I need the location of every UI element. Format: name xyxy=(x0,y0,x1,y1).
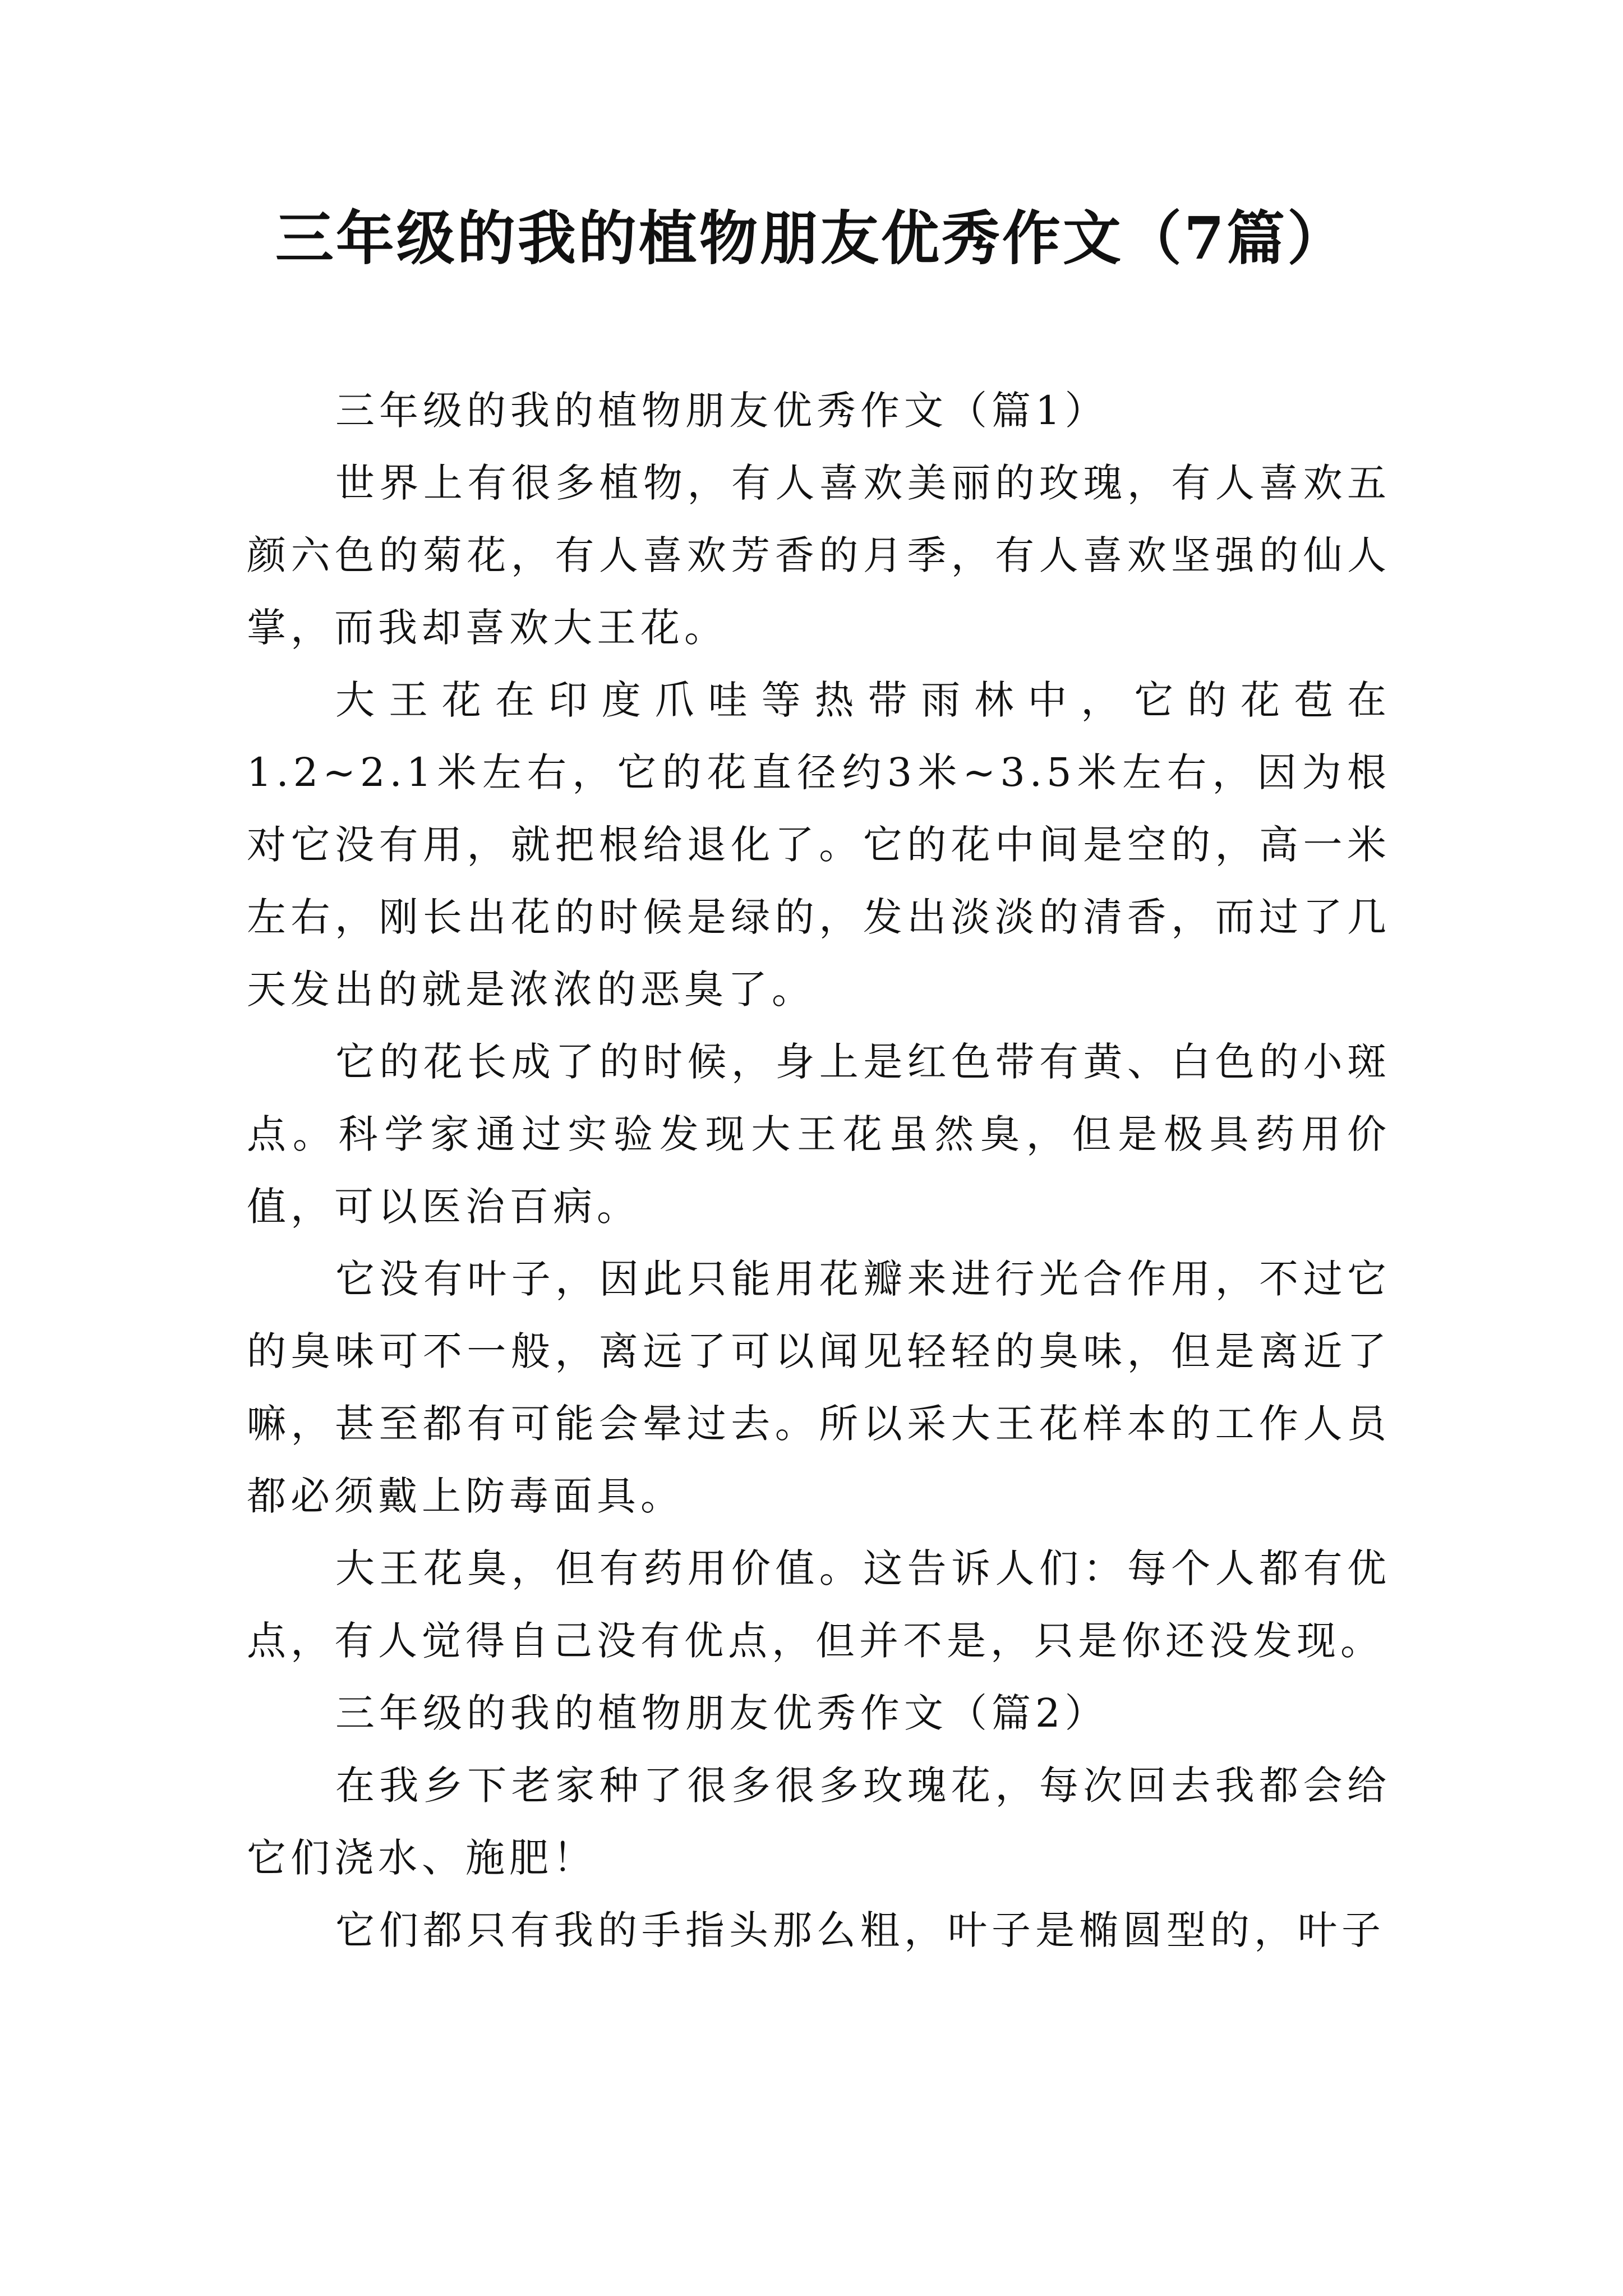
essay-heading: 三年级的我的植物朋友优秀作文（篇2） xyxy=(335,1690,1109,1736)
paragraph: 它没有叶子，因此只能用花瓣来进行光合作用，不过它的臭味可不一般，离远了可以闻见轻轻的臭味，但是离近了嘛，甚至都有可能会晕过去。所以采大王花样本的工作人员都必须戴上防毒面具。 xyxy=(247,1256,1391,1519)
paragraph: 它的花长成了的时候，身上是红色带有黄、白色的小斑点。科学家通过实验发现大王花虽然臭，但是极具药用价值，可以医治百病。 xyxy=(247,1039,1391,1230)
paragraph: 它们都只有我的手指头那么粗，叶子是椭圆型的，叶子 xyxy=(335,1907,1385,1953)
paragraph: 大王花臭，但有药用价值。这告诉人们：每个人都有优点，有人觉得自己没有优点，但并不是，只是你还没发现。 xyxy=(247,1545,1391,1664)
paragraph: 世界上有很多植物，有人喜欢美丽的玫瑰，有人喜欢五颜六色的菊花，有人喜欢芳香的月季，有人喜欢坚强的仙人掌，而我却喜欢大王花。 xyxy=(247,460,1391,651)
document-body xyxy=(247,375,1391,1967)
paragraph: 大王花在印度爪哇等热带雨林中，它的花苞在1.2~2.1米左右，它的花直径约3米~3.5米左右，因为根对它没有用，就把根给退化了。它的花中间是空的，高一米左右，刚长出花的时候是绿的，发出淡淡的清香，而过了几天发出的就是浓浓的恶臭了。 xyxy=(247,677,1391,1013)
paragraph: 在我乡下老家种了很多很多玫瑰花，每次回去我都会给它们浇水、施肥！ xyxy=(247,1763,1391,1881)
document-title: 三年级的我的植物朋友优秀作文（7篇） xyxy=(275,204,1348,273)
essay-heading: 三年级的我的植物朋友优秀作文（篇1） xyxy=(335,388,1109,434)
